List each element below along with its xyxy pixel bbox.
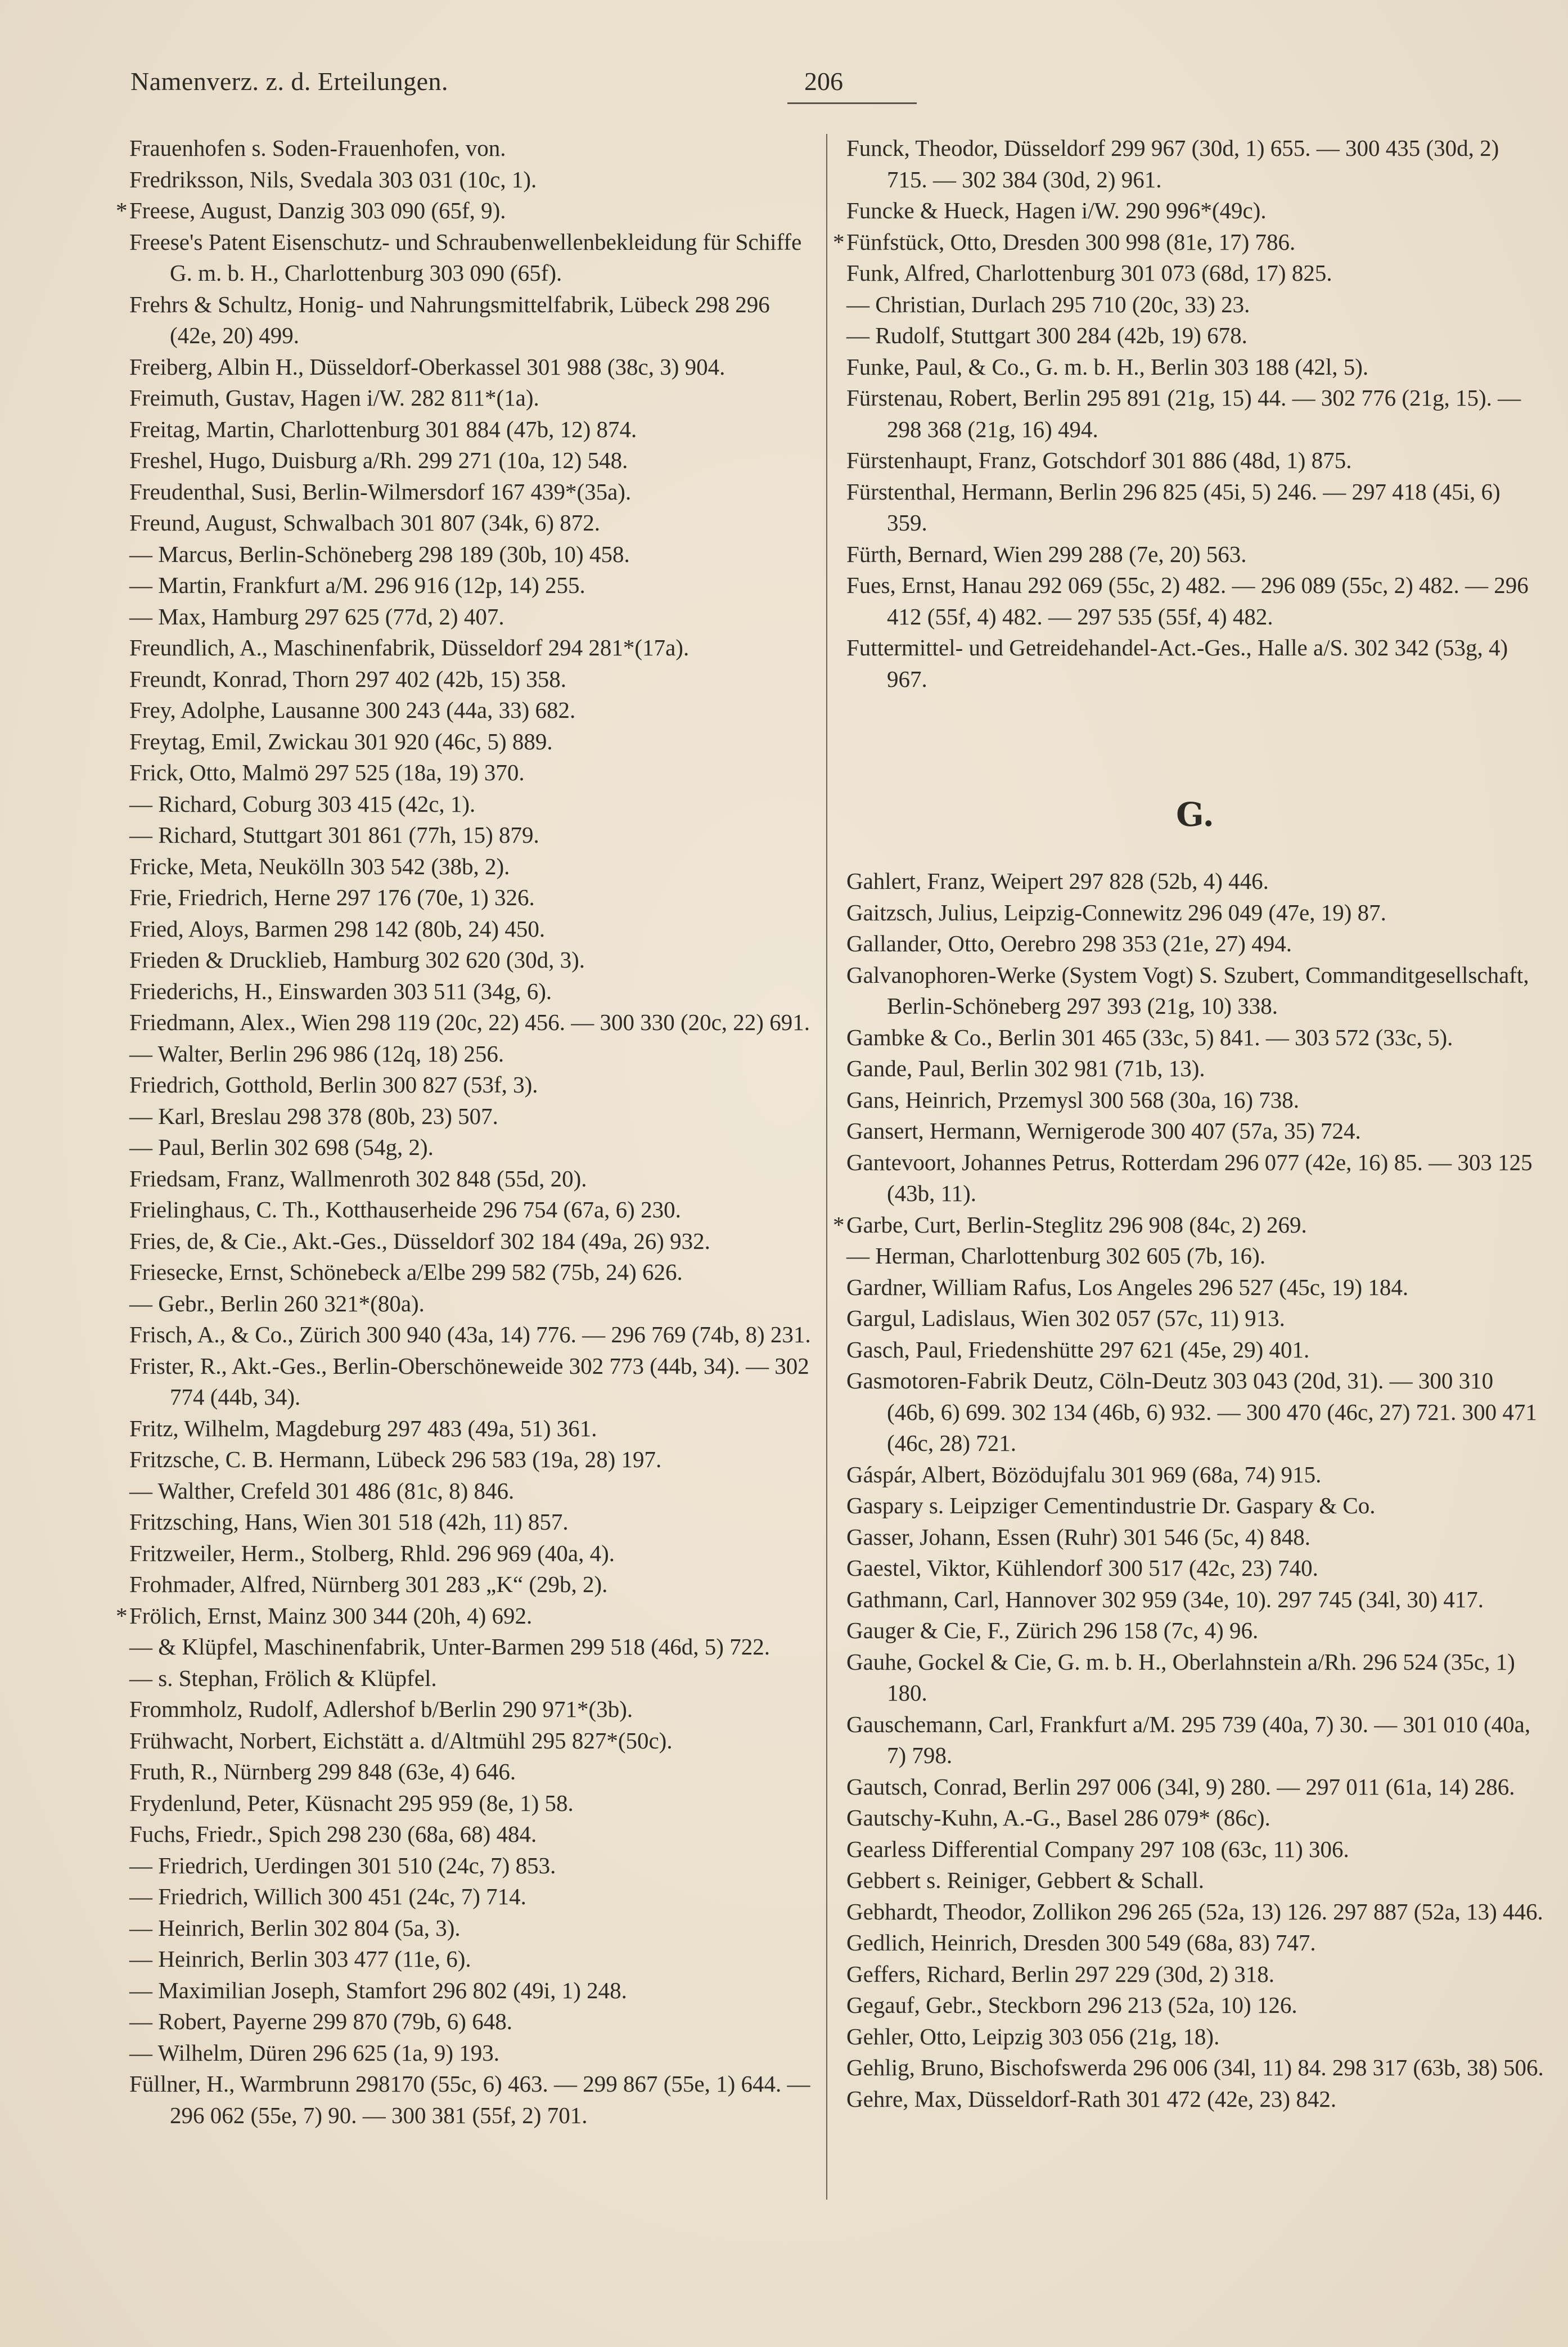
entry-text: — Friedrich, Uerdingen 301 510 (24c, 7) 853. (129, 1852, 556, 1878)
index-entry (846, 1927, 1544, 1959)
index-entry (846, 1990, 1544, 2021)
entry-text: — Richard, Stuttgart 301 861 (77h, 15) 879. (129, 822, 539, 848)
index-entry (846, 866, 1544, 897)
entry-text: Frehrs & Schultz, Honig- und Nahrungsmittelfabrik, Lübeck 298 296 (42e, 20) 499. (129, 291, 770, 348)
index-entry (129, 945, 815, 976)
index-entry (129, 1288, 815, 1320)
entry-text: Fues, Ernst, Hanau 292 069 (55c, 2) 482. — 296 089 (55c, 2) 482. — 296 412 (55f, 4) 482. — 297 535 (55f, 4) 482. (846, 572, 1529, 630)
index-entry (846, 570, 1544, 632)
index-entry (129, 539, 815, 570)
index-entry (129, 1975, 815, 2007)
index-entry (129, 414, 815, 446)
entry-text: Frick, Otto, Malmö 297 525 (18a, 19) 370. (129, 759, 525, 785)
entry-text: Fredriksson, Nils, Svedala 303 031 (10c, 1). (129, 166, 537, 192)
entry-text: Fritzsche, C. B. Hermann, Lübeck 296 583 (19a, 28) 197. (129, 1446, 662, 1472)
index-entry (129, 1569, 815, 1600)
index-entry (846, 632, 1544, 695)
entry-text: Fünfstück, Otto, Dresden 300 998 (81e, 17) 786. (846, 228, 1296, 255)
index-entry (129, 1351, 815, 1413)
index-entry (129, 352, 815, 383)
section-letter-heading: G. (1176, 795, 1214, 834)
index-entry (846, 258, 1544, 289)
index-entry (129, 507, 815, 539)
entry-text: Gearless Differential Company 297 108 (63c, 11) 306. (846, 1836, 1349, 1862)
entry-text: Gallander, Otto, Oerebro 298 353 (21e, 27) 494. (846, 930, 1292, 956)
entry-text: Freitag, Martin, Charlottenburg 301 884 (47b, 12) 874. (129, 416, 637, 442)
entry-text: — Maximilian Joseph, Stamfort 296 802 (49i, 1) 248. (129, 1977, 627, 2003)
index-entry (846, 1772, 1544, 1803)
entry-text: — Gebr., Berlin 260 321*(80a). (129, 1290, 425, 1316)
index-entry (129, 1038, 815, 1070)
entry-text: Gasch, Paul, Friedenshütte 297 621 (45e, 29) 401. (846, 1336, 1310, 1363)
entry-text: Gauger & Cie, F., Zürich 296 158 (7c, 4) 96. (846, 1617, 1259, 1643)
index-entry (129, 632, 815, 664)
index-entry (129, 2038, 815, 2069)
entry-text: — Wilhelm, Düren 296 625 (1a, 9) 193. (129, 2039, 500, 2066)
index-entry (129, 133, 815, 164)
entry-text: Friedsam, Franz, Wallmenroth 302 848 (55d, 20). (129, 1165, 587, 1192)
index-entry (846, 897, 1544, 929)
entry-text: — Robert, Payerne 299 870 (79b, 6) 648. (129, 2008, 512, 2034)
entry-text: Gautsch, Conrad, Berlin 297 006 (34l, 9) 280. — 297 011 (61a, 14) 286. (846, 1773, 1515, 1800)
left-column (116, 133, 815, 2131)
index-entry (129, 1507, 815, 1538)
index-entry (129, 1444, 815, 1476)
entry-text: Freudenthal, Susi, Berlin-Wilmersdorf 167 439*(35a). (129, 478, 632, 505)
index-entry (129, 851, 815, 883)
entry-text: Gaitzsch, Julius, Leipzig-Connewitz 296 049 (47e, 19) 87. (846, 899, 1386, 925)
index-entry (846, 383, 1544, 445)
index-entry (846, 1147, 1544, 1210)
index-entry (129, 164, 815, 196)
index-entry (129, 1069, 815, 1101)
entry-text: — Richard, Coburg 303 415 (42c, 1). (129, 790, 476, 817)
index-entry (846, 1459, 1544, 1491)
entry-text: Freiberg, Albin H., Düsseldorf-Oberkassel 301 988 (38c, 3) 904. (129, 353, 726, 380)
right-column-f-entries (833, 133, 1544, 695)
index-entry (129, 1413, 815, 1445)
index-entry (846, 1365, 1544, 1459)
index-entry (846, 1053, 1544, 1085)
entry-text: Frie, Friedrich, Herne 297 176 (70e, 1) 326. (129, 884, 535, 910)
entry-text: — Heinrich, Berlin 303 477 (11e, 6). (129, 1946, 471, 1972)
index-entry (833, 227, 1544, 258)
entry-text: — Martin, Frankfurt a/M. 296 916 (12p, 14) 255. (129, 572, 585, 598)
index-entry (846, 1553, 1544, 1584)
entry-text: Gantevoort, Johannes Petrus, Rotterdam 296 077 (42e, 16) 85. — 303 125 (43b, 11). (846, 1149, 1533, 1206)
index-entry (129, 695, 815, 726)
entry-text: Frieden & Drucklieb, Hamburg 302 620 (30d, 3). (129, 947, 585, 973)
entry-text: — s. Stephan, Frölich & Klüpfel. (129, 1665, 437, 1691)
index-entry (846, 1647, 1544, 1709)
index-entry (129, 976, 815, 1008)
entry-text: — Heinrich, Berlin 302 804 (5a, 3). (129, 1914, 461, 1941)
index-entry (129, 476, 815, 508)
entry-text: Freundlich, A., Maschinenfabrik, Düsseldorf 294 281*(17a). (129, 635, 690, 660)
entry-text: Gauhe, Gockel & Cie, G. m. b. H., Oberlahnstein a/Rh. 296 524 (35c, 1) 180. (846, 1648, 1515, 1706)
entry-text: Frauenhofen s. Soden-Frauenhofen, von. (129, 135, 506, 161)
entry-text: Gambke & Co., Berlin 301 465 (33c, 5) 841. — 303 572 (33c, 5). (846, 1024, 1453, 1050)
index-entry (846, 1116, 1544, 1147)
index-entry (129, 1819, 815, 1850)
entry-text: Freytag, Emil, Zwickau 301 920 (46c, 5) 889. (129, 728, 553, 754)
index-entry (129, 383, 815, 414)
index-entry (129, 1663, 815, 1694)
entry-text: Gans, Heinrich, Przemysl 300 568 (30a, 16) 738. (846, 1086, 1300, 1113)
entry-text: Funck, Theodor, Düsseldorf 299 967 (30d, 1) 655. — 300 435 (30d, 2) 715. — 302 384 (30d, 2) 961. (846, 135, 1499, 192)
index-entry (129, 882, 815, 914)
entry-text: — Friedrich, Willich 300 451 (24c, 7) 714. (129, 1883, 526, 1909)
entry-text: Friesecke, Ernst, Schönebeck a/Elbe 299 582 (75b, 24) 626. (129, 1259, 683, 1285)
index-entry (846, 1802, 1544, 1834)
index-entry (129, 789, 815, 820)
index-entry (129, 1101, 815, 1132)
right-column (833, 133, 1544, 2115)
index-entry (846, 1584, 1544, 1616)
index-entry (129, 1913, 815, 1944)
index-entry (846, 1615, 1544, 1647)
index-entry (846, 476, 1544, 539)
entry-text: Frommholz, Rudolf, Adlershof b/Berlin 290 971*(3b). (129, 1696, 633, 1722)
index-entry (129, 1694, 815, 1725)
index-entry (129, 1850, 815, 1882)
index-entry (846, 320, 1544, 352)
entry-text: Frohmader, Alfred, Nürnberg 301 283 „K“ (29b, 2). (129, 1571, 608, 1597)
index-entry (846, 1303, 1544, 1334)
entry-text: Gande, Paul, Berlin 302 981 (71b, 13). (846, 1055, 1205, 1081)
index-entry (846, 445, 1544, 476)
entry-text: Friederichs, H., Einswarden 303 511 (34g, 6). (129, 978, 552, 1004)
entry-text: Freundt, Konrad, Thorn 297 402 (42b, 15) 358. (129, 666, 567, 692)
entry-text: Fürstenau, Robert, Berlin 295 891 (21g, 15) 44. — 302 776 (21g, 15). — 298 368 (21g, 16) 494. (846, 385, 1521, 442)
entry-text: Funcke & Hueck, Hagen i/W. 290 996*(49c). (846, 197, 1267, 223)
entry-text: Freshel, Hugo, Duisburg a/Rh. 299 271 (10a, 12) 548. (129, 447, 628, 473)
index-entry (129, 445, 815, 476)
entry-text: — Marcus, Berlin-Schöneberg 298 189 (30b, 10) 458. (129, 541, 630, 567)
index-entry (846, 1272, 1544, 1303)
index-entry (846, 195, 1544, 227)
entry-text: Fritzweiler, Herm., Stolberg, Rhld. 296 969 (40a, 4). (129, 1540, 615, 1566)
entry-text: Galvanophoren-Werke (System Vogt) S. Szubert, Commanditgesellschaft, Berlin-Schöneberg 297 393 (21g, 10) 338. (846, 961, 1529, 1019)
index-entry (129, 1725, 815, 1757)
index-entry (129, 914, 815, 945)
asterisk-marker: * (833, 1211, 845, 1238)
index-entry (846, 2021, 1544, 2053)
entry-text: Gehler, Otto, Leipzig 303 056 (21g, 18). (846, 2023, 1220, 2049)
entry-text: Fritzsching, Hans, Wien 301 518 (42h, 11) 857. (129, 1509, 569, 1535)
entry-text: — Walter, Berlin 296 986 (12q, 18) 256. (129, 1040, 504, 1067)
entry-text: Gansert, Hermann, Wernigerode 300 407 (57a, 35) 724. (846, 1118, 1361, 1144)
index-entry (129, 1007, 815, 1038)
index-entry (129, 1538, 815, 1570)
entry-text: Gahlert, Franz, Weipert 297 828 (52b, 4) 446. (846, 868, 1269, 894)
entry-text: Gauschemann, Carl, Frankfurt a/M. 295 739 (40a, 7) 30. — 301 010 (40a, 7) 798. (846, 1711, 1531, 1768)
index-entry (129, 820, 815, 851)
index-entry (846, 352, 1544, 383)
entry-text: Futtermittel- und Getreidehandel-Act.-Ges., Halle a/S. 302 342 (53g, 4) 967. (846, 635, 1508, 692)
index-entry (846, 133, 1544, 195)
index-entry (129, 1163, 815, 1195)
entry-text: Gegauf, Gebr., Steckborn 296 213 (52a, 10) 126. (846, 1992, 1297, 2018)
entry-text: Gardner, William Rafus, Los Angeles 296 527 (45c, 19) 184. (846, 1274, 1409, 1300)
index-entry (129, 227, 815, 289)
entry-text: Fürstenhaupt, Franz, Gotschdorf 301 886 (48d, 1) 875. (846, 447, 1352, 473)
entry-text: — Max, Hamburg 297 625 (77d, 2) 407. (129, 603, 504, 630)
index-entry (846, 289, 1544, 321)
entry-text: Gautschy-Kuhn, A.-G., Basel 286 079* (86c). (846, 1805, 1270, 1831)
entry-text: Frielinghaus, C. Th., Kotthauserheide 296 754 (67a, 6) 230. (129, 1197, 681, 1222)
index-entry (129, 1756, 815, 1788)
entry-text: Frühwacht, Norbert, Eichstätt a. d/Altmühl 295 827*(50c). (129, 1727, 673, 1753)
entry-text: Fried, Aloys, Barmen 298 142 (80b, 24) 450. (129, 915, 546, 942)
entry-text: Gaspary s. Leipziger Cementindustrie Dr. Gaspary & Co. (846, 1492, 1376, 1518)
entry-text: Frey, Adolphe, Lausanne 300 243 (44a, 33) 682. (129, 697, 576, 723)
index-entry (129, 1257, 815, 1288)
index-entry (846, 1522, 1544, 1553)
entry-text: — Paul, Berlin 302 698 (54g, 2). (129, 1134, 434, 1160)
entry-text: Frister, R., Akt.-Ges., Berlin-Oberschöneweide 302 773 (44b, 34). — 302 774 (44b, 34). (129, 1352, 809, 1410)
entry-text: Fricke, Meta, Neukölln 303 542 (38b, 2). (129, 853, 510, 879)
entry-text: — Christian, Durlach 295 710 (20c, 33) 23. (846, 291, 1250, 317)
index-entry (833, 1210, 1544, 1241)
index-entry (129, 1194, 815, 1226)
index-entry (129, 1631, 815, 1663)
index-entry (129, 1881, 815, 1913)
entry-text: Füllner, H., Warmbrunn 298170 (55c, 6) 463. — 299 867 (55e, 1) 644. — 296 062 (55e, 7) 90. — 300 381 (55f, 2) 701. (129, 2071, 810, 2128)
index-entry (129, 601, 815, 633)
entry-text: Gasser, Johann, Essen (Ruhr) 301 546 (5c, 4) 848. (846, 1523, 1311, 1550)
entry-text: Freimuth, Gustav, Hagen i/W. 282 811*(1a). (129, 385, 539, 411)
index-entry (129, 1476, 815, 1507)
entry-text: Gebbert s. Reiniger, Gebbert & Schall. (846, 1867, 1204, 1893)
entry-text: Gedlich, Heinrich, Dresden 300 549 (68a, 83) 747. (846, 1930, 1316, 1955)
index-entry (129, 664, 815, 695)
entry-text: — Walther, Crefeld 301 486 (81c, 8) 846. (129, 1477, 515, 1504)
index-entry (846, 1709, 1544, 1772)
index-entry (846, 1240, 1544, 1272)
index-entry (129, 1944, 815, 1975)
entry-text: Gehlig, Bruno, Bischofswerda 296 006 (34l, 11) 84. 298 317 (63b, 38) 506. (846, 2054, 1544, 2080)
entry-text: Funke, Paul, & Co., G. m. b. H., Berlin 303 188 (42l, 5). (846, 353, 1369, 380)
entry-text: Frydenlund, Peter, Küsnacht 295 959 (8e, 1) 58. (129, 1790, 574, 1816)
index-entry (129, 1788, 815, 1819)
entry-text: Gathmann, Carl, Hannover 302 959 (34e, 10). 297 745 (34l, 30) 417. (846, 1586, 1484, 1612)
section-gap (846, 695, 1544, 795)
entry-text: — & Klüpfel, Maschinenfabrik, Unter-Barmen 299 518 (46d, 5) 722. (129, 1634, 770, 1660)
index-entry (846, 1959, 1544, 1990)
index-entry (846, 539, 1544, 570)
entry-text: Fürth, Bernard, Wien 299 288 (7e, 20) 563. (846, 541, 1247, 567)
index-entry (129, 726, 815, 758)
entry-text: Gáspár, Albert, Bözödujfalu 301 969 (68a, 74) 915. (846, 1461, 1322, 1487)
index-entry (116, 195, 815, 227)
index-entry (129, 570, 815, 601)
index-entry (129, 757, 815, 789)
entry-text: Frisch, A., & Co., Zürich 300 940 (43a, 14) 776. — 296 769 (74b, 8) 231. (129, 1321, 811, 1347)
entry-text: Freese's Patent Eisenschutz- und Schraubenwellenbekleidung für Schiffe G. m. b. H., Charlottenburg 303 090 (65f). (129, 228, 802, 286)
entry-text: Fruth, R., Nürnberg 299 848 (63e, 4) 646. (129, 1759, 516, 1784)
index-entry (129, 1132, 815, 1163)
entry-text: Gaestel, Viktor, Kühlendorf 300 517 (42c, 23) 740. (846, 1555, 1318, 1581)
index-entry (846, 1834, 1544, 1865)
entry-text: Fürstenthal, Hermann, Berlin 296 825 (45i, 5) 246. — 297 418 (45i, 6) 359. (846, 478, 1501, 536)
entry-text: Gasmotoren-Fabrik Deutz, Cöln-Deutz 303 043 (20d, 31). — 300 310 (46b, 6) 699. 302 134 (46b, 6) 932. — 300 470 (46c, 27) 721. 300 471 (46c, 28) 721. (846, 1368, 1537, 1456)
column-divider (826, 134, 827, 2200)
entry-text: Fritz, Wilhelm, Magdeburg 297 483 (49a, 51) 361. (129, 1415, 597, 1441)
entry-text: Gargul, Ladislaus, Wien 302 057 (57c, 11) 913. (846, 1305, 1285, 1331)
index-entry (129, 1319, 815, 1351)
entry-text: Garbe, Curt, Berlin-Steglitz 296 908 (84c, 2) 269. (846, 1211, 1307, 1238)
index-entry (846, 928, 1544, 960)
index-entry (846, 2084, 1544, 2115)
entry-text: Gebhardt, Theodor, Zollikon 296 265 (52a, 13) 126. 297 887 (52a, 13) 446. (846, 1898, 1543, 1925)
index-entry (116, 1600, 815, 1632)
entry-text: Frölich, Ernst, Mainz 300 344 (20h, 4) 692. (129, 1602, 533, 1629)
index-entry (846, 1865, 1544, 1896)
index-entry (129, 1226, 815, 1257)
asterisk-marker: * (116, 197, 128, 223)
asterisk-marker: * (833, 228, 845, 255)
entry-text: Gehre, Max, Düsseldorf-Rath 301 472 (42e, 23) 842. (846, 2085, 1337, 2112)
entry-text: — Karl, Breslau 298 378 (80b, 23) 507. (129, 1103, 498, 1129)
index-entry (846, 2052, 1544, 2084)
entry-text: Freese, August, Danzig 303 090 (65f, 9). (129, 197, 506, 223)
entry-text: Geffers, Richard, Berlin 297 229 (30d, 2) 318. (846, 1961, 1275, 1987)
page-number: 206 (804, 67, 843, 96)
entry-text: Friedmann, Alex., Wien 298 119 (20c, 22) 456. — 300 330 (20c, 22) 691. (129, 1009, 810, 1035)
entry-text: Friedrich, Gotthold, Berlin 300 827 (53f, 3). (129, 1072, 538, 1098)
index-entry (129, 289, 815, 352)
running-header-title: Namenverz. z. d. Erteilungen. (130, 67, 448, 96)
index-entry (846, 1896, 1544, 1928)
index-entry (846, 960, 1544, 1022)
index-entry (129, 2069, 815, 2131)
entry-text: Freund, August, Schwalbach 301 807 (34k, 6) 872. (129, 510, 600, 536)
entry-text: Fries, de, & Cie., Akt.-Ges., Düsseldorf 302 184 (49a, 26) 932. (129, 1228, 710, 1254)
entry-text: — Herman, Charlottenburg 302 605 (7b, 16). (846, 1243, 1266, 1269)
asterisk-marker: * (116, 1602, 128, 1629)
index-entry (846, 1490, 1544, 1522)
right-column-g-entries (833, 866, 1544, 2115)
header-rule (787, 102, 917, 104)
index-entry (846, 1334, 1544, 1366)
index-entry (846, 1022, 1544, 1054)
index-entry (129, 2006, 815, 2038)
index-entry (846, 1085, 1544, 1116)
entry-text: Funk, Alfred, Charlottenburg 301 073 (68d, 17) 825. (846, 260, 1332, 286)
entry-text: Fuchs, Friedr., Spich 298 230 (68a, 68) 484. (129, 1821, 537, 1847)
entry-text: — Rudolf, Stuttgart 300 284 (42b, 19) 678. (846, 322, 1247, 348)
